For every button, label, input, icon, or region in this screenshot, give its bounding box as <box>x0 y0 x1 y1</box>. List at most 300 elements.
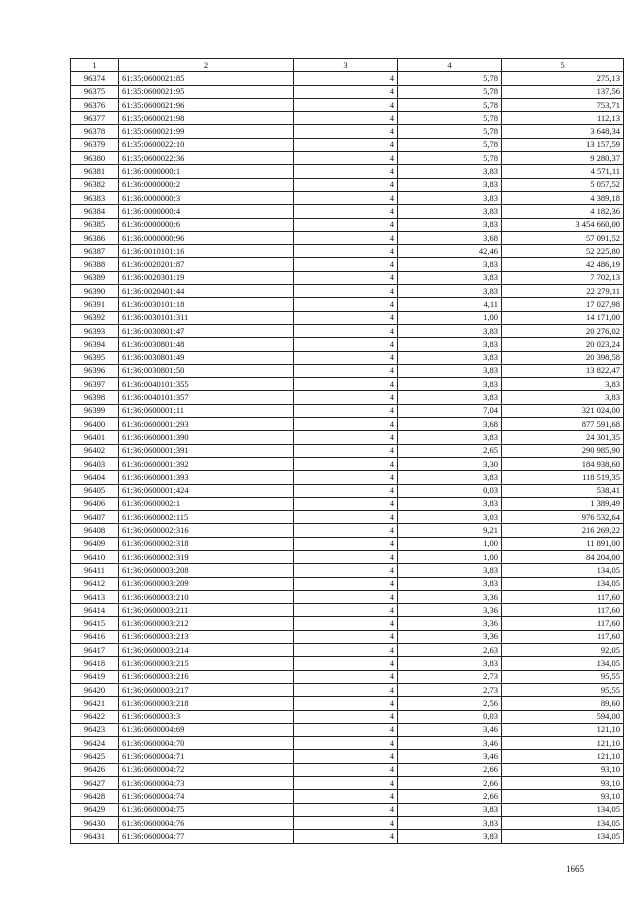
table-row <box>71 550 624 563</box>
rate-cell: 3,83 <box>398 471 502 484</box>
cadastral-number-cell: 61:36:0020301:19 <box>119 271 294 284</box>
table-row <box>71 178 624 191</box>
category-cell: 4 <box>294 550 398 563</box>
rate-cell: 2,56 <box>398 697 502 710</box>
rate-cell: 2,73 <box>398 683 502 696</box>
category-cell: 4 <box>294 683 398 696</box>
table-row <box>71 670 624 683</box>
cadastral-number-cell: 61:36:0600003:209 <box>119 577 294 590</box>
rate-cell: 3,68 <box>398 418 502 431</box>
rate-cell: 2,73 <box>398 670 502 683</box>
value-cell: 117,60 <box>502 590 624 603</box>
rate-cell: 5,78 <box>398 112 502 125</box>
column-header: 1 <box>71 59 119 72</box>
value-cell: 14 171,00 <box>502 311 624 324</box>
value-cell: 117,60 <box>502 604 624 617</box>
cadastral-number-cell: 61:36:0600003:214 <box>119 644 294 657</box>
category-cell: 4 <box>294 72 398 85</box>
category-cell: 4 <box>294 404 398 417</box>
row-number-cell: 96406 <box>71 497 119 510</box>
rate-cell: 9,21 <box>398 524 502 537</box>
category-cell: 4 <box>294 511 398 524</box>
table-row <box>71 777 624 790</box>
table-row <box>71 683 624 696</box>
value-cell: 20 398,58 <box>502 351 624 364</box>
category-cell: 4 <box>294 218 398 231</box>
row-number-cell: 96389 <box>71 271 119 284</box>
row-number-cell: 96415 <box>71 617 119 630</box>
value-cell: 93,10 <box>502 763 624 776</box>
row-number-cell: 96408 <box>71 524 119 537</box>
category-cell: 4 <box>294 245 398 258</box>
table-row <box>71 763 624 776</box>
rate-cell: 3,83 <box>398 271 502 284</box>
row-number-cell: 96394 <box>71 338 119 351</box>
table-row <box>71 324 624 337</box>
rate-cell: 5,78 <box>398 72 502 85</box>
rate-cell: 1,00 <box>398 311 502 324</box>
rate-cell: 3,83 <box>398 178 502 191</box>
rate-cell: 5,78 <box>398 98 502 111</box>
cadastral-number-cell: 61:36:0040101:355 <box>119 378 294 391</box>
row-number-cell: 96395 <box>71 351 119 364</box>
table-row <box>71 431 624 444</box>
value-cell: 121,10 <box>502 737 624 750</box>
rate-cell: 7,04 <box>398 404 502 417</box>
value-cell: 92,05 <box>502 644 624 657</box>
rate-cell: 1,00 <box>398 550 502 563</box>
table-row <box>71 311 624 324</box>
row-number-cell: 96422 <box>71 710 119 723</box>
row-number-cell: 96403 <box>71 457 119 470</box>
category-cell: 4 <box>294 311 398 324</box>
value-cell: 11 891,00 <box>502 537 624 550</box>
column-header: 2 <box>119 59 294 72</box>
table-row <box>71 98 624 111</box>
table-row <box>71 511 624 524</box>
value-cell: 275,13 <box>502 72 624 85</box>
category-cell: 4 <box>294 191 398 204</box>
row-number-cell: 96392 <box>71 311 119 324</box>
cadastral-number-cell: 61:36:0600001:393 <box>119 471 294 484</box>
category-cell: 4 <box>294 577 398 590</box>
rate-cell: 3,83 <box>398 816 502 829</box>
row-number-cell: 96381 <box>71 165 119 178</box>
row-number-cell: 96410 <box>71 550 119 563</box>
category-cell: 4 <box>294 378 398 391</box>
table-row <box>71 803 624 816</box>
category-cell: 4 <box>294 604 398 617</box>
category-cell: 4 <box>294 271 398 284</box>
value-cell: 216 269,22 <box>502 524 624 537</box>
row-number-cell: 96385 <box>71 218 119 231</box>
row-number-cell: 96386 <box>71 231 119 244</box>
table-row <box>71 644 624 657</box>
row-number-cell: 96378 <box>71 125 119 138</box>
table-row <box>71 218 624 231</box>
page-number: 1665 <box>566 864 584 874</box>
rate-cell: 3,83 <box>398 378 502 391</box>
row-number-cell: 96404 <box>71 471 119 484</box>
row-number-cell: 96396 <box>71 364 119 377</box>
value-cell: 112,13 <box>502 112 624 125</box>
value-cell: 9 280,37 <box>502 152 624 165</box>
table-row <box>71 564 624 577</box>
table-row <box>71 245 624 258</box>
category-cell: 4 <box>294 258 398 271</box>
cadastral-number-cell: 61:36:0030801:48 <box>119 338 294 351</box>
category-cell: 4 <box>294 165 398 178</box>
column-header: 3 <box>294 59 398 72</box>
cadastral-number-cell: 61:35:0600022:10 <box>119 138 294 151</box>
value-cell: 24 301,35 <box>502 431 624 444</box>
cadastral-number-cell: 61:36:0600003:216 <box>119 670 294 683</box>
cadastral-number-cell: 61:35:0600021:98 <box>119 112 294 125</box>
category-cell: 4 <box>294 777 398 790</box>
rate-cell: 3,36 <box>398 604 502 617</box>
rate-cell: 3,83 <box>398 830 502 843</box>
category-cell: 4 <box>294 617 398 630</box>
table-row <box>71 285 624 298</box>
category-cell: 4 <box>294 790 398 803</box>
table-row <box>71 152 624 165</box>
rate-cell: 3,83 <box>398 191 502 204</box>
rate-cell: 3,68 <box>398 231 502 244</box>
category-cell: 4 <box>294 444 398 457</box>
value-cell: 95,55 <box>502 683 624 696</box>
cadastral-number-cell: 61:36:0600003:215 <box>119 657 294 670</box>
table-row <box>71 737 624 750</box>
cadastral-number-cell: 61:36:0600004:75 <box>119 803 294 816</box>
row-number-cell: 96413 <box>71 590 119 603</box>
rate-cell: 3,83 <box>398 657 502 670</box>
value-cell: 118 519,35 <box>502 471 624 484</box>
row-number-cell: 96375 <box>71 85 119 98</box>
table-row <box>71 657 624 670</box>
rate-cell: 5,78 <box>398 85 502 98</box>
value-cell: 95,55 <box>502 670 624 683</box>
table-row <box>71 537 624 550</box>
cadastral-number-cell: 61:36:0030801:49 <box>119 351 294 364</box>
table-row <box>71 524 624 537</box>
table-row <box>71 205 624 218</box>
category-cell: 4 <box>294 737 398 750</box>
row-number-cell: 96431 <box>71 830 119 843</box>
value-cell: 4 571,11 <box>502 165 624 178</box>
category-cell: 4 <box>294 205 398 218</box>
table-row <box>71 723 624 736</box>
category-cell: 4 <box>294 763 398 776</box>
rate-cell: 2,66 <box>398 763 502 776</box>
category-cell: 4 <box>294 697 398 710</box>
row-number-cell: 96402 <box>71 444 119 457</box>
rate-cell: 2,66 <box>398 777 502 790</box>
category-cell: 4 <box>294 670 398 683</box>
category-cell: 4 <box>294 324 398 337</box>
rate-cell: 4,11 <box>398 298 502 311</box>
row-number-cell: 96417 <box>71 644 119 657</box>
cadastral-number-cell: 61:36:0030801:50 <box>119 364 294 377</box>
category-cell: 4 <box>294 803 398 816</box>
row-number-cell: 96376 <box>71 98 119 111</box>
value-cell: 52 225,80 <box>502 245 624 258</box>
category-cell: 4 <box>294 471 398 484</box>
table-row <box>71 378 624 391</box>
rate-cell: 3,36 <box>398 617 502 630</box>
row-number-cell: 96428 <box>71 790 119 803</box>
cadastral-number-cell: 61:36:0020201:87 <box>119 258 294 271</box>
rate-cell: 0,03 <box>398 710 502 723</box>
table-row <box>71 72 624 85</box>
category-cell: 4 <box>294 298 398 311</box>
row-number-cell: 96398 <box>71 391 119 404</box>
category-cell: 4 <box>294 457 398 470</box>
value-cell: 3,83 <box>502 391 624 404</box>
table-row <box>71 165 624 178</box>
cadastral-number-cell: 61:36:0600004:76 <box>119 816 294 829</box>
row-number-cell: 96382 <box>71 178 119 191</box>
row-number-cell: 96429 <box>71 803 119 816</box>
category-cell: 4 <box>294 723 398 736</box>
category-cell: 4 <box>294 338 398 351</box>
rate-cell: 3,83 <box>398 218 502 231</box>
rate-cell: 3,83 <box>398 497 502 510</box>
cadastral-number-cell: 61:36:0600001:390 <box>119 431 294 444</box>
table-row <box>71 418 624 431</box>
rate-cell: 3,83 <box>398 324 502 337</box>
table-row <box>71 85 624 98</box>
value-cell: 184 938,60 <box>502 457 624 470</box>
row-number-cell: 96407 <box>71 511 119 524</box>
row-number-cell: 96423 <box>71 723 119 736</box>
table-row <box>71 391 624 404</box>
cadastral-number-cell: 61:35:0600021:95 <box>119 85 294 98</box>
row-number-cell: 96374 <box>71 72 119 85</box>
table-row <box>71 617 624 630</box>
cadastral-number-cell: 61:36:0600004:72 <box>119 763 294 776</box>
value-cell: 93,10 <box>502 777 624 790</box>
value-cell: 84 204,00 <box>502 550 624 563</box>
category-cell: 4 <box>294 564 398 577</box>
value-cell: 7 702,13 <box>502 271 624 284</box>
value-cell: 877 591,68 <box>502 418 624 431</box>
table-header-row <box>71 59 624 72</box>
table-row <box>71 710 624 723</box>
value-cell: 134,05 <box>502 564 624 577</box>
value-cell: 134,05 <box>502 577 624 590</box>
value-cell: 321 024,00 <box>502 404 624 417</box>
table-row <box>71 444 624 457</box>
row-number-cell: 96379 <box>71 138 119 151</box>
rate-cell: 3,46 <box>398 723 502 736</box>
category-cell: 4 <box>294 418 398 431</box>
row-number-cell: 96383 <box>71 191 119 204</box>
row-number-cell: 96409 <box>71 537 119 550</box>
cadastral-number-cell: 61:36:0600004:69 <box>119 723 294 736</box>
value-cell: 117,60 <box>502 630 624 643</box>
value-cell: 3,83 <box>502 378 624 391</box>
category-cell: 4 <box>294 710 398 723</box>
row-number-cell: 96426 <box>71 763 119 776</box>
cadastral-number-cell: 61:36:0600004:74 <box>119 790 294 803</box>
row-number-cell: 96424 <box>71 737 119 750</box>
table-row <box>71 471 624 484</box>
category-cell: 4 <box>294 816 398 829</box>
row-number-cell: 96420 <box>71 683 119 696</box>
cadastral-number-cell: 61:35:0600021:96 <box>119 98 294 111</box>
cadastral-number-cell: 61:36:0000000:2 <box>119 178 294 191</box>
rate-cell: 5,78 <box>398 152 502 165</box>
row-number-cell: 96387 <box>71 245 119 258</box>
cadastral-number-cell: 61:36:0600002:318 <box>119 537 294 550</box>
cadastral-number-cell: 61:36:0000000:6 <box>119 218 294 231</box>
table-row <box>71 590 624 603</box>
category-cell: 4 <box>294 138 398 151</box>
data-table <box>70 58 624 844</box>
value-cell: 117,60 <box>502 617 624 630</box>
table-row <box>71 484 624 497</box>
cadastral-number-cell: 61:36:0010101:16 <box>119 245 294 258</box>
row-number-cell: 96427 <box>71 777 119 790</box>
cadastral-number-cell: 61:36:0600003:213 <box>119 630 294 643</box>
column-header: 4 <box>398 59 502 72</box>
table-row <box>71 258 624 271</box>
rate-cell: 3,36 <box>398 590 502 603</box>
rate-cell: 3,03 <box>398 511 502 524</box>
cadastral-number-cell: 61:36:0600003:208 <box>119 564 294 577</box>
row-number-cell: 96377 <box>71 112 119 125</box>
rate-cell: 3,83 <box>398 205 502 218</box>
table-row <box>71 364 624 377</box>
category-cell: 4 <box>294 178 398 191</box>
rate-cell: 5,78 <box>398 125 502 138</box>
value-cell: 20 023,24 <box>502 338 624 351</box>
value-cell: 137,56 <box>502 85 624 98</box>
value-cell: 3 648,34 <box>502 125 624 138</box>
category-cell: 4 <box>294 630 398 643</box>
category-cell: 4 <box>294 364 398 377</box>
category-cell: 4 <box>294 391 398 404</box>
row-number-cell: 96390 <box>71 285 119 298</box>
table-row <box>71 125 624 138</box>
cadastral-number-cell: 61:36:0600004:71 <box>119 750 294 763</box>
cadastral-number-cell: 61:36:0600001:11 <box>119 404 294 417</box>
rate-cell: 42,46 <box>398 245 502 258</box>
category-cell: 4 <box>294 830 398 843</box>
table-row <box>71 351 624 364</box>
category-cell: 4 <box>294 285 398 298</box>
category-cell: 4 <box>294 524 398 537</box>
cadastral-number-cell: 61:36:0600004:73 <box>119 777 294 790</box>
value-cell: 1 389,49 <box>502 497 624 510</box>
category-cell: 4 <box>294 497 398 510</box>
value-cell: 121,10 <box>502 723 624 736</box>
row-number-cell: 96412 <box>71 577 119 590</box>
cadastral-number-cell: 61:35:0600021:85 <box>119 72 294 85</box>
rate-cell: 3,83 <box>398 364 502 377</box>
cadastral-number-cell: 61:36:0600003:211 <box>119 604 294 617</box>
cadastral-number-cell: 61:36:0000000:3 <box>119 191 294 204</box>
cadastral-number-cell: 61:36:0600004:70 <box>119 737 294 750</box>
row-number-cell: 96393 <box>71 324 119 337</box>
table-row <box>71 790 624 803</box>
row-number-cell: 96416 <box>71 630 119 643</box>
rate-cell: 2,66 <box>398 790 502 803</box>
cadastral-number-cell: 61:35:0600021:99 <box>119 125 294 138</box>
value-cell: 20 276,02 <box>502 324 624 337</box>
rate-cell: 3,36 <box>398 630 502 643</box>
cadastral-number-cell: 61:36:0600001:293 <box>119 418 294 431</box>
value-cell: 93,10 <box>502 790 624 803</box>
table-row <box>71 298 624 311</box>
cadastral-number-cell: 61:36:0000000:96 <box>119 231 294 244</box>
category-cell: 4 <box>294 431 398 444</box>
value-cell: 134,05 <box>502 816 624 829</box>
value-cell: 4 389,18 <box>502 191 624 204</box>
row-number-cell: 96418 <box>71 657 119 670</box>
row-number-cell: 96401 <box>71 431 119 444</box>
category-cell: 4 <box>294 590 398 603</box>
rate-cell: 3,30 <box>398 457 502 470</box>
category-cell: 4 <box>294 98 398 111</box>
value-cell: 22 279,11 <box>502 285 624 298</box>
category-cell: 4 <box>294 537 398 550</box>
cadastral-number-cell: 61:36:0600003:3 <box>119 710 294 723</box>
value-cell: 134,05 <box>502 657 624 670</box>
table-row <box>71 750 624 763</box>
table-row <box>71 271 624 284</box>
row-number-cell: 96425 <box>71 750 119 763</box>
table-row <box>71 830 624 843</box>
value-cell: 290 985,90 <box>502 444 624 457</box>
row-number-cell: 96388 <box>71 258 119 271</box>
row-number-cell: 96405 <box>71 484 119 497</box>
rate-cell: 3,83 <box>398 258 502 271</box>
value-cell: 594,00 <box>502 710 624 723</box>
category-cell: 4 <box>294 750 398 763</box>
table-row <box>71 697 624 710</box>
rate-cell: 3,46 <box>398 750 502 763</box>
category-cell: 4 <box>294 484 398 497</box>
cadastral-number-cell: 61:36:0600003:212 <box>119 617 294 630</box>
cadastral-number-cell: 61:36:0600004:77 <box>119 830 294 843</box>
category-cell: 4 <box>294 644 398 657</box>
row-number-cell: 96400 <box>71 418 119 431</box>
category-cell: 4 <box>294 85 398 98</box>
rate-cell: 3,83 <box>398 564 502 577</box>
row-number-cell: 96430 <box>71 816 119 829</box>
cadastral-number-cell: 61:36:0600002:115 <box>119 511 294 524</box>
value-cell: 5 057,52 <box>502 178 624 191</box>
rate-cell: 3,46 <box>398 737 502 750</box>
rate-cell: 3,83 <box>398 338 502 351</box>
cadastral-number-cell: 61:36:0600003:218 <box>119 697 294 710</box>
value-cell: 13 157,59 <box>502 138 624 151</box>
value-cell: 121,10 <box>502 750 624 763</box>
table-row <box>71 497 624 510</box>
value-cell: 3 454 660,00 <box>502 218 624 231</box>
cadastral-number-cell: 61:36:0600003:210 <box>119 590 294 603</box>
row-number-cell: 96384 <box>71 205 119 218</box>
category-cell: 4 <box>294 657 398 670</box>
category-cell: 4 <box>294 351 398 364</box>
value-cell: 17 027,98 <box>502 298 624 311</box>
value-cell: 753,71 <box>502 98 624 111</box>
value-cell: 4 182,36 <box>502 205 624 218</box>
rate-cell: 0,03 <box>398 484 502 497</box>
cadastral-number-cell: 61:35:0600022:36 <box>119 152 294 165</box>
row-number-cell: 96414 <box>71 604 119 617</box>
